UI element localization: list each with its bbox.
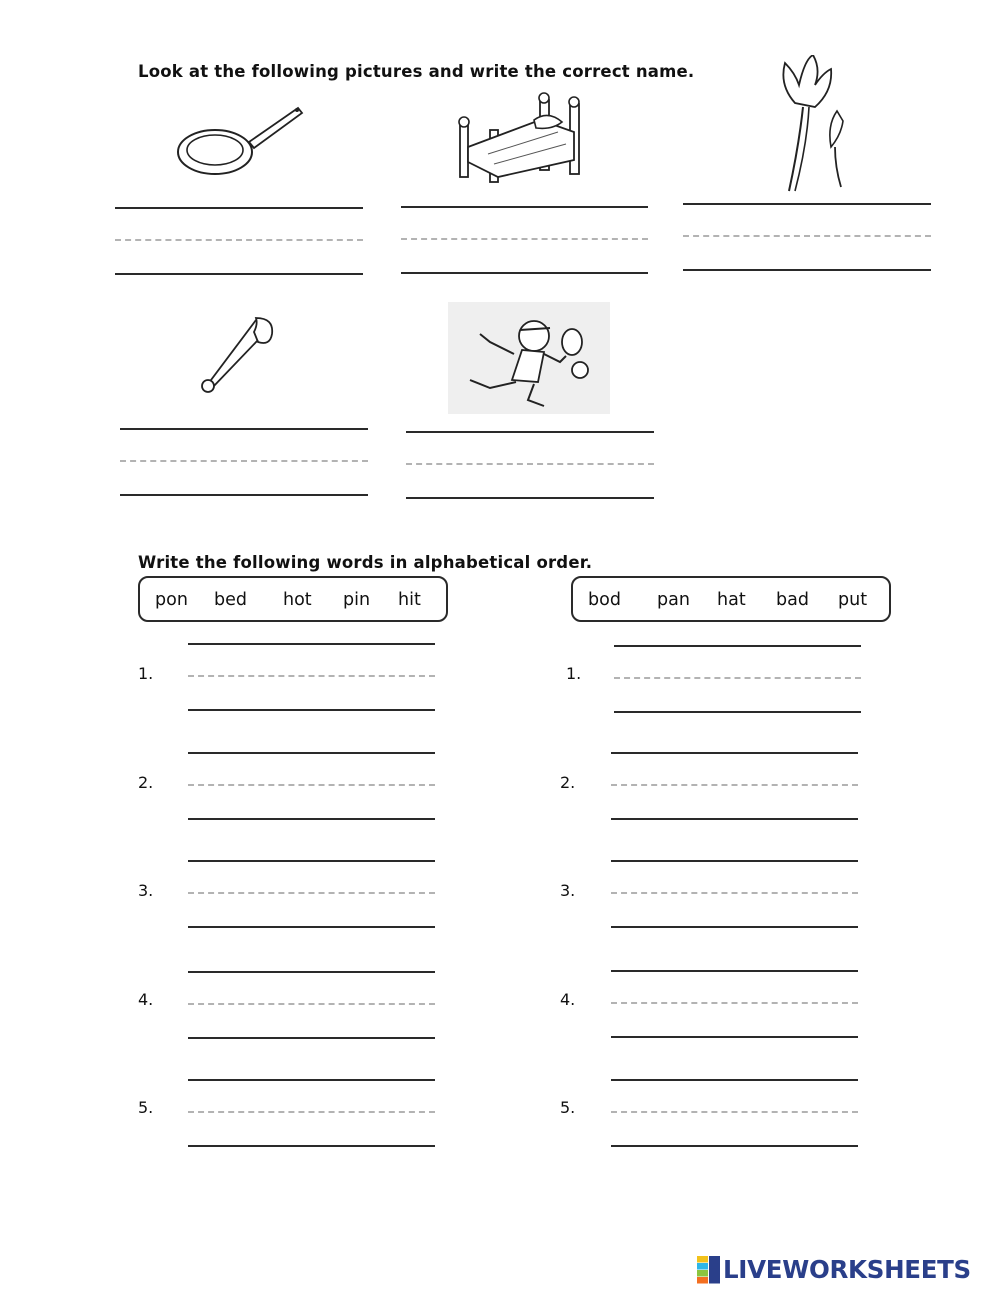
word-box-right [571,576,891,622]
picture-answer-line-3[interactable] [683,203,931,271]
right-order-line-1[interactable] [614,645,861,713]
word-box-left [138,576,448,622]
left-order-line-1[interactable] [188,643,435,711]
safety-pin-icon [196,310,286,400]
item-number: 1. [566,664,582,683]
word-item: bad [776,590,809,610]
logo-text: LIVEWORKSHEETS [723,1255,971,1284]
word-item: hat [717,590,746,610]
logo-blocks-icon [697,1256,721,1284]
word-item: put [838,590,868,610]
item-number: 3. [138,881,154,900]
bed-icon [448,92,588,187]
right-order-line-4[interactable] [611,970,858,1038]
item-number: 5. [138,1098,154,1117]
right-order-line-5[interactable] [611,1079,858,1147]
item-number: 1. [138,664,154,683]
item-number: 4. [138,990,154,1009]
right-order-line-2[interactable] [611,752,858,820]
alphabetical-instruction: Write the following words in alphabetical order. [138,553,593,572]
picture-answer-line-5[interactable] [406,431,654,499]
picture-instruction: Look at the following pictures and write the correct name. [138,62,695,81]
left-order-line-4[interactable] [188,971,435,1039]
tulip-icon [765,55,855,195]
word-item: pon [155,590,188,610]
picture-answer-line-2[interactable] [401,206,648,274]
picture-answer-line-1[interactable] [115,207,363,275]
item-number: 2. [560,773,576,792]
left-order-line-5[interactable] [188,1079,435,1147]
item-number: 4. [560,990,576,1009]
item-number: 2. [138,773,154,792]
word-item: bod [588,590,621,610]
item-number: 3. [560,881,576,900]
word-item: hot [283,590,312,610]
left-order-line-2[interactable] [188,752,435,820]
word-item: bed [214,590,247,610]
word-item: pan [657,590,690,610]
picture-answer-line-4[interactable] [120,428,368,496]
left-order-line-3[interactable] [188,860,435,928]
tennis-player-icon [448,302,610,414]
item-number: 5. [560,1098,576,1117]
right-order-line-3[interactable] [611,860,858,928]
frying-pan-icon [170,100,310,185]
word-item: pin [343,590,371,610]
word-item: hit [398,590,421,610]
